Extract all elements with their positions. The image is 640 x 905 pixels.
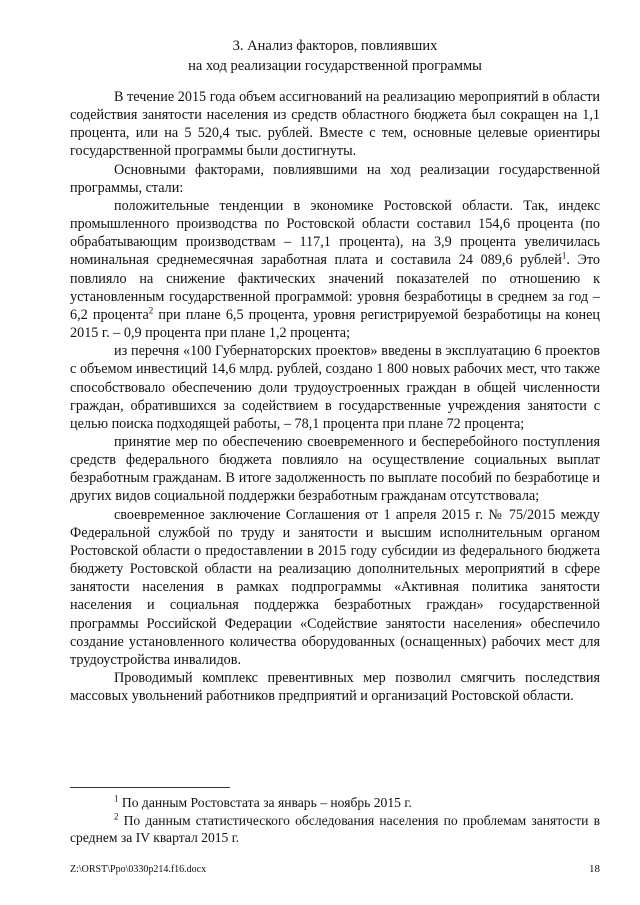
footnote-2-text: По данным статистического обследования населения по проблемам занятости в среднем за IV квартал 2015 г. — [70, 812, 600, 845]
page-number: 18 — [589, 863, 600, 875]
paragraph-factors-lead: Основными факторами, повлиявшими на ход реализации государственной программы, стали: — [70, 161, 600, 196]
section-heading-line-2: на ход реализации государственной программы — [188, 58, 482, 74]
paragraph-conclusion: Проводимый комплекс превентивных мер позволил смягчить последствия массовых увольнений работников предприятий и организаций Ростовской области. — [70, 670, 600, 705]
footnote-2 — [70, 812, 600, 847]
paragraph-federal-budget: принятие мер по обеспечению своевременного и бесперебойного поступления средств федерального бюджета повлияло на осуществление социальных выплат безработным гражданам. В итоге задолженность по выплате пособий по безработице и других видов социальной поддержки безработным гражданам отсутствовала; — [70, 433, 600, 505]
footnote-1-mark: 1 — [114, 793, 119, 804]
footnote-1 — [70, 794, 600, 812]
footnote-1-text: По данным Ростовстата за январь – ноябрь 2015 г. — [118, 795, 412, 810]
footnotes — [70, 794, 600, 847]
paragraph-economic-trends-part-3: при плане 6,5 процента, уровня регистрируемой безработицы на конец 2015 г. – 0,9 процента при плане 1,2 процента; — [70, 306, 600, 342]
body-text — [70, 88, 600, 705]
paragraph-agreement: своевременное заключение Соглашения от 1 апреля 2015 г. № 75/2015 между Федеральной службой по труду и занятости и высшим исполнительным органом Ростовской области о предоставлении в 2015 году субсидии из федерального бюджета бюджету Ростовской области на реализацию дополнительных мероприятий в сфере занятости населения в рамках подпрограммы «Активная политика занятости населения и социальная поддержка безработных граждан» государственной программы Российской Федерации «Содействие занятости населения» обеспечило создание установленного количества оборудованных (оснащенных) рабочих мест для трудоустройства инвалидов. — [70, 506, 600, 668]
footnote-separator — [70, 787, 230, 788]
footnote-ref-2: 2 — [148, 305, 154, 316]
footer-file-path: Z:\ORST\Ppo\0330p214.f16.docx — [70, 864, 207, 875]
footnote-ref-1: 1 — [561, 250, 567, 261]
paragraph-intro: В течение 2015 года объем ассигнований на реализацию мероприятий в области содействия занятости населения из средств областного бюджета был сокращен на 1,1 процента, или на 5 520,4 тыс. рублей. Вместе с тем, основные целевые ориентиры государственной программы были достигнуты. — [70, 89, 600, 160]
footnote-2-mark: 2 — [114, 810, 119, 821]
paragraph-economic-trends — [70, 197, 600, 342]
paragraph-economic-trends-part-1: положительные тенденции в экономике Ростовской области. Так, индекс промышленного производства по Ростовской области составил 154,6 процента (по обрабатывающим производствам – 117,1 процента), на 3,9 процента увеличилась номинальная среднемесячная заработная плата и составила 24 089,6 рублей — [70, 197, 600, 269]
section-heading-line-1: 3. Анализ факторов, повлиявших — [232, 38, 438, 54]
section-heading — [70, 36, 600, 76]
paragraph-governor-projects: из перечня «100 Губернаторских проектов» введены в эксплуатацию 6 проектов с объемом инвестиций 14,6 млрд. рублей, создано 1 800 новых рабочих мест, что также способствовало обеспечению доли трудоустроенных граждан в общей численности граждан, обратившихся за содействием в государственные учреждения занятости с целью поиска подходящей работы, – 78,1 процента при плане 72 процента; — [70, 343, 600, 432]
paragraph-economic-trends-part-2: . Это повлияло на снижение фактических значений показателей по отношению к установленным государственной программой: уровня безработицы в среднем за год – 6,2 процента — [70, 252, 600, 323]
